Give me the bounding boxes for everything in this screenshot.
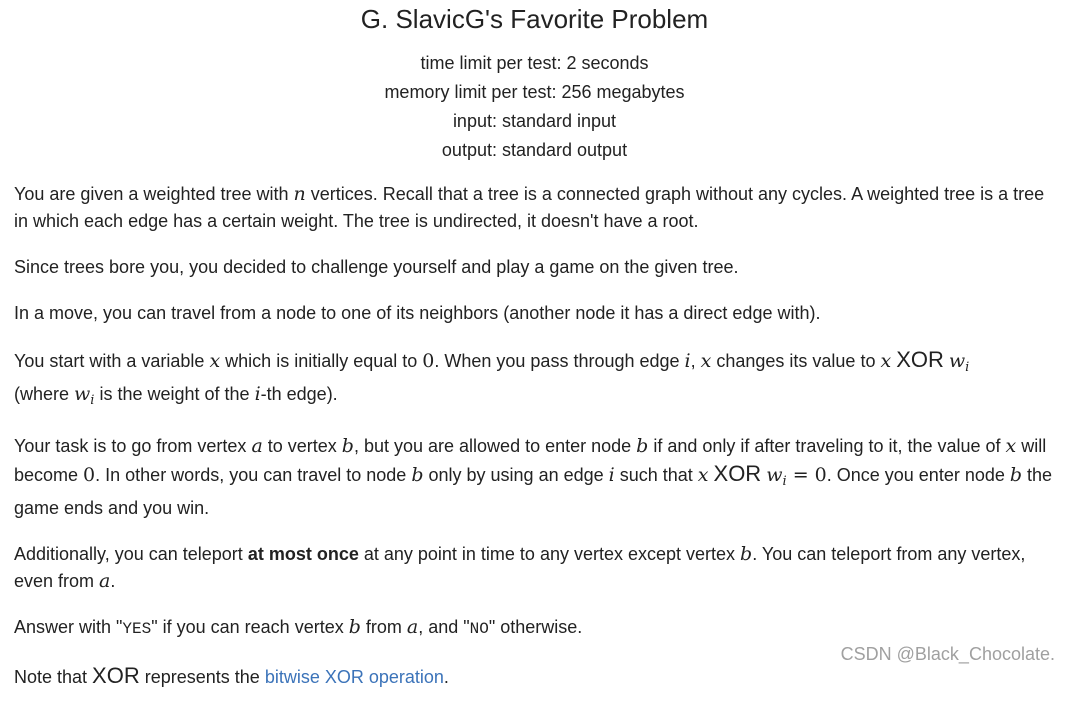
statement-paragraph-2: Since trees bore you, you decided to challenge yourself and play a game on the given tree.	[14, 257, 739, 277]
math-equals: =	[786, 464, 815, 486]
text: represents the	[139, 667, 265, 687]
math-subscript-i: i	[782, 474, 787, 489]
text: " if you can reach vertex	[151, 617, 349, 637]
math-b: b	[636, 435, 649, 457]
text: , and "	[418, 617, 470, 637]
math-b: b	[341, 435, 354, 457]
text: ,	[690, 351, 701, 371]
math-w: w	[948, 350, 966, 372]
statement-paragraph-4	[14, 346, 1059, 414]
text: only by using an edge	[423, 465, 609, 485]
math-x: x	[697, 464, 709, 486]
text: to vertex	[262, 436, 342, 456]
text: Answer with "	[14, 617, 123, 637]
statement-paragraph-8	[14, 662, 1059, 691]
text: vertices. Recall that a tree is a connected graph without any cycles. A weighted tree is a tree in which each edge has a certain weight. The tree is undirected, it doesn't have a root.	[14, 184, 1045, 231]
math-b: b	[411, 464, 424, 486]
emphasis-at-most-once: at most once	[247, 544, 359, 564]
text: .	[443, 667, 449, 687]
text: " otherwise.	[488, 617, 583, 637]
math-b: b	[348, 616, 361, 638]
xor-operator: XOR	[92, 663, 140, 688]
text: at any point in time to any vertex except vertex	[358, 544, 741, 564]
math-subscript-i: i	[90, 393, 95, 408]
math-w: w	[74, 383, 91, 405]
math-a: a	[99, 570, 111, 592]
math-x: x	[700, 350, 712, 372]
memory-limit: memory limit per test: 256 megabytes	[384, 82, 685, 102]
math-x: x	[1005, 435, 1017, 457]
time-limit: time limit per test: 2 seconds	[420, 53, 649, 73]
math-n: n	[293, 183, 306, 205]
text: . Once you enter node	[826, 465, 1010, 485]
text: . In other words, you can travel to node	[95, 465, 412, 485]
problem-limits	[0, 49, 1069, 165]
answer-no: NO	[469, 620, 489, 638]
math-zero: 0	[422, 350, 435, 372]
math-x: x	[209, 350, 221, 372]
text: -th edge).	[260, 384, 338, 404]
math-a: a	[406, 616, 419, 638]
math-b: b	[740, 543, 753, 565]
xor-operator: XOR	[896, 347, 944, 372]
text: such that	[614, 465, 698, 485]
text: . When you pass through edge	[434, 351, 685, 371]
text: (where	[14, 384, 75, 404]
math-i: i	[254, 383, 261, 405]
math-w: w	[766, 464, 783, 486]
text: You are given a weighted tree with	[14, 184, 294, 204]
statement-paragraph-5	[14, 433, 1059, 522]
text: which is initially equal to	[220, 351, 423, 371]
math-a: a	[251, 435, 263, 457]
math-subscript-i: i	[965, 360, 970, 375]
text: the game ends and you win.	[14, 465, 1053, 518]
problem-statement	[14, 181, 1059, 710]
problem-title: G. SlavicG's Favorite Problem	[360, 4, 709, 34]
math-b: b	[1009, 464, 1023, 486]
math-zero: 0	[83, 464, 96, 486]
output-spec: output: standard output	[441, 140, 628, 160]
csdn-watermark: CSDN @Black_Chocolate.	[840, 644, 1055, 664]
math-i: i	[684, 350, 691, 372]
text: changes its value to	[711, 351, 881, 371]
text: from	[360, 617, 407, 637]
text: if and only if after traveling to it, the value of	[648, 436, 1006, 456]
xor-operator: XOR	[713, 461, 762, 486]
math-i: i	[608, 464, 615, 486]
statement-paragraph-7	[14, 614, 1059, 643]
input-spec: input: standard input	[452, 111, 617, 131]
statement-paragraph-3: In a move, you can travel from a node to one of its neighbors (another node it has a direct edge with).	[14, 303, 821, 323]
text: Note that	[14, 667, 93, 687]
text: . You can teleport from any vertex, even from	[14, 544, 1026, 591]
text: , but you are allowed to enter node	[353, 436, 637, 456]
text: You start with a variable	[14, 351, 210, 371]
problem-header	[0, 0, 1069, 165]
text: Additionally, you can teleport	[14, 544, 248, 564]
math-zero: 0	[814, 464, 827, 486]
text: .	[110, 571, 116, 591]
statement-paragraph-1	[14, 181, 1059, 235]
answer-yes: YES	[122, 620, 152, 638]
bitwise-xor-link[interactable]: bitwise XOR operation	[264, 667, 444, 687]
text: will become	[14, 436, 1047, 485]
math-x: x	[880, 350, 892, 372]
statement-paragraph-6	[14, 541, 1059, 595]
text: Your task is to go from vertex	[14, 436, 252, 456]
text: is the weight of the	[94, 384, 255, 404]
